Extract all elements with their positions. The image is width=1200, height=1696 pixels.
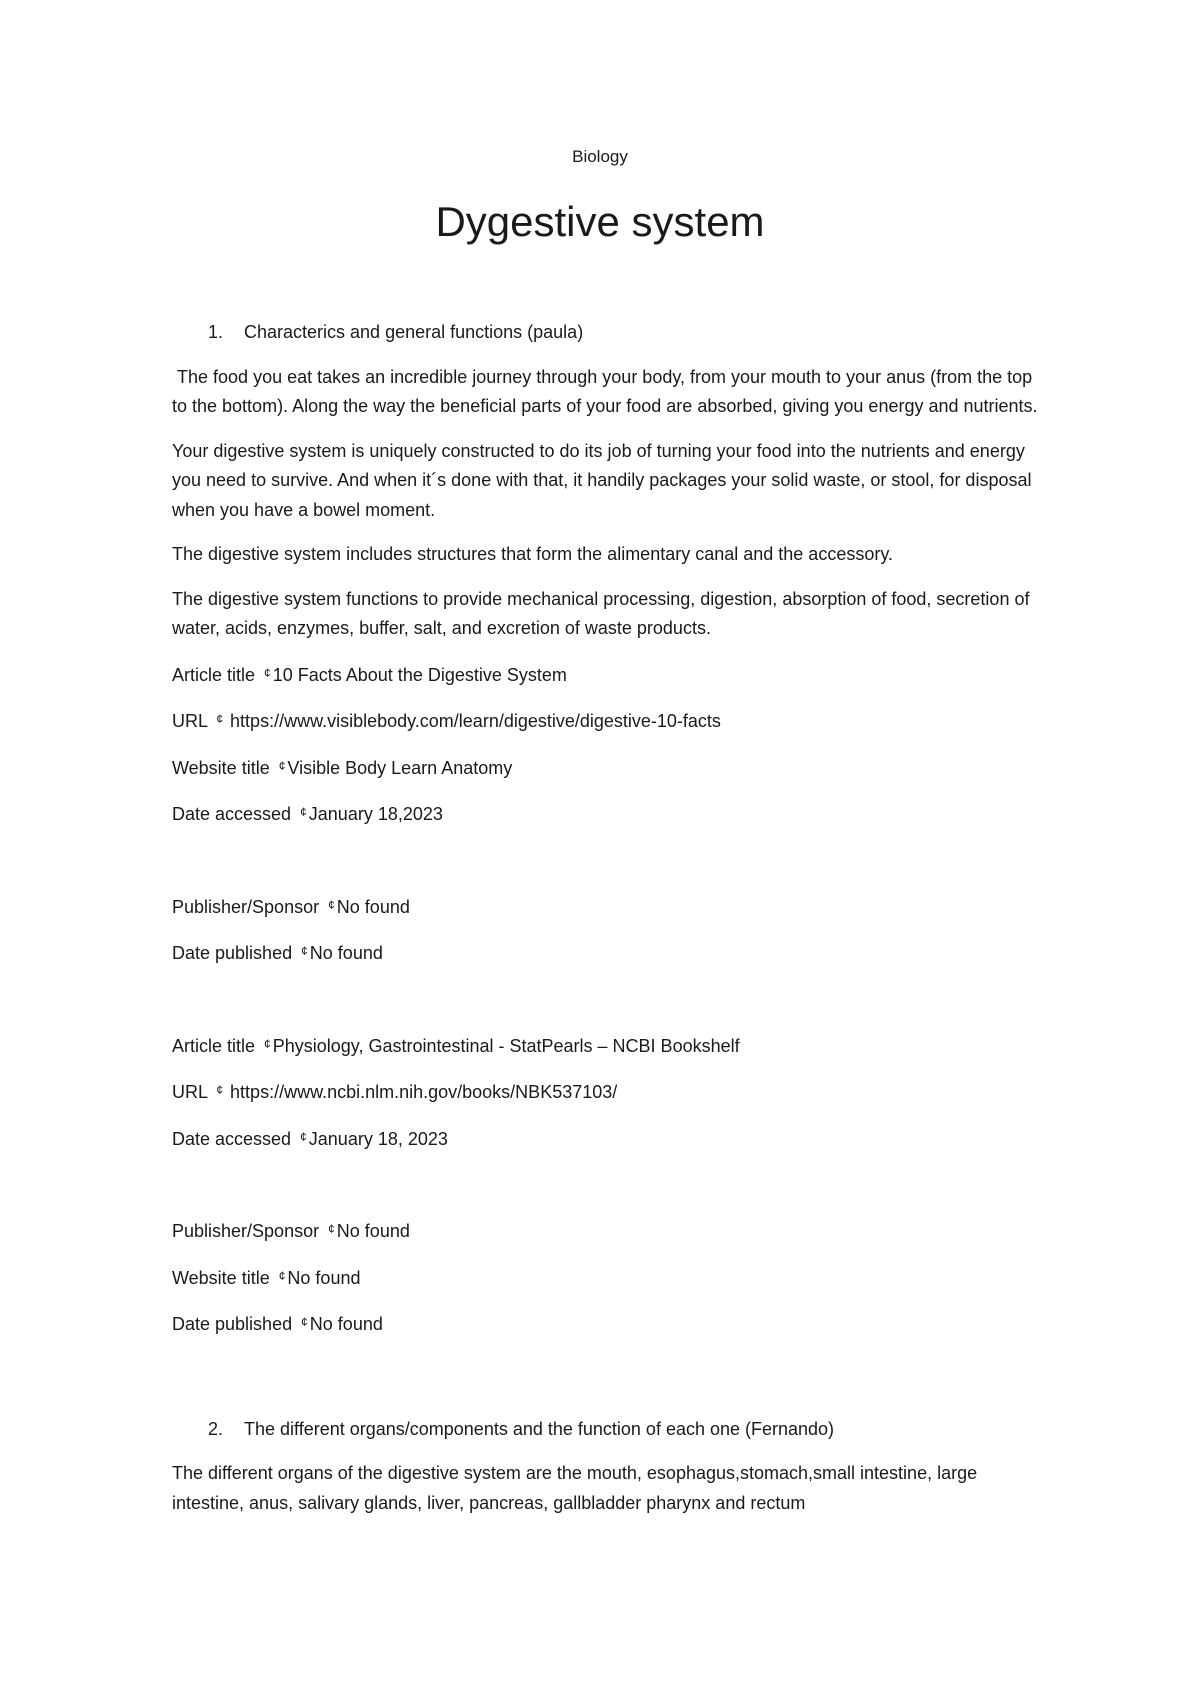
- arrow-icon: ¢: [216, 1083, 224, 1097]
- list-number: 2.: [208, 1418, 224, 1439]
- arrow-icon: ¢: [278, 1268, 286, 1283]
- document-title: Dygestive system: [435, 198, 765, 245]
- arrow-icon: ¢: [300, 805, 307, 819]
- spacer: [172, 845, 1042, 891]
- citation-line: Date published ¢ No found: [172, 943, 383, 963]
- arrow-icon: ¢: [328, 897, 335, 912]
- subject-label: Biology: [572, 147, 628, 166]
- paragraph: The different organs of the digestive system are the mouth, esophagus,stomach,small intestine, large intestine, anus, salivary glands, liver, pancreas, gallbladder pharynx and rectum: [172, 1463, 978, 1513]
- citation-line: Date accessed ¢ January 18,2023: [172, 804, 443, 824]
- spacer: [172, 1169, 1042, 1215]
- citation-line: Publisher/Sponsor ¢ No found: [172, 896, 410, 917]
- url-link[interactable]: https://www.visiblebody.com/learn/digestive/digestive-10-facts: [225, 711, 721, 731]
- citation-line: Date accessed ¢ January 18, 2023: [172, 1128, 448, 1149]
- document-body: [172, 318, 1042, 1533]
- citation-line: Publisher/Sponsor ¢ No found: [172, 1221, 410, 1241]
- arrow-icon: ¢: [300, 1129, 307, 1144]
- paragraph: The digestive system functions to provide mechanical processing, digestion, absorption of food, secretion of water, acids, enzymes, buffer, salt, and excretion of waste products.: [172, 588, 1030, 638]
- citation-line: URL ¢ https://www.visiblebody.com/learn/digestive/digestive-10-facts: [172, 711, 721, 731]
- paragraph: Your digestive system is uniquely constructed to do its job of turning your food into the nutrients and energy you need to survive. And when it´s done with that, it handily packages your solid waste, or stool, for disposal when you have a bowel moment.: [172, 440, 1032, 520]
- arrow-icon: ¢: [264, 665, 271, 680]
- spacer: [172, 1355, 1042, 1415]
- arrow-icon: ¢: [301, 1315, 308, 1329]
- citation-line: Article title ¢ 10 Facts About the Digestive System: [172, 664, 567, 685]
- citation-line: URL ¢ https://www.ncbi.nlm.nih.gov/books/NBK537103/: [172, 1082, 618, 1102]
- section-1-heading: [208, 318, 1042, 348]
- arrow-icon: ¢: [216, 712, 224, 726]
- url-link[interactable]: https://www.ncbi.nlm.nih.gov/books/NBK537103/: [225, 1082, 618, 1102]
- arrow-icon: ¢: [301, 944, 308, 958]
- citation-line: Website title ¢ Visible Body Learn Anatomy: [172, 757, 513, 778]
- paragraph: The digestive system includes structures that form the alimentary canal and the accessory.: [172, 544, 893, 564]
- arrow-icon: ¢: [264, 1036, 271, 1051]
- arrow-icon: ¢: [278, 758, 286, 773]
- list-number: 1.: [208, 322, 224, 342]
- citation-line: Article title ¢ Physiology, Gastrointestinal - StatPearls – NCBI Bookshelf: [172, 1035, 740, 1056]
- arrow-icon: ¢: [328, 1222, 335, 1236]
- heading-text: Characterics and general functions (paula): [244, 322, 584, 342]
- citation-line: Date published ¢ No found: [172, 1314, 383, 1334]
- paragraph: The food you eat takes an incredible journey through your body, from your mouth to your anus (from the top to the bottom). Along the way the beneficial parts of your food are absorbed, giving you energy and nutrients.: [172, 366, 1038, 416]
- spacer: [172, 984, 1042, 1030]
- citation-line: Website title ¢ No found: [172, 1267, 361, 1288]
- section-2-heading: [208, 1415, 1042, 1445]
- heading-text: The different organs/components and the function of each one (Fernando): [244, 1418, 835, 1439]
